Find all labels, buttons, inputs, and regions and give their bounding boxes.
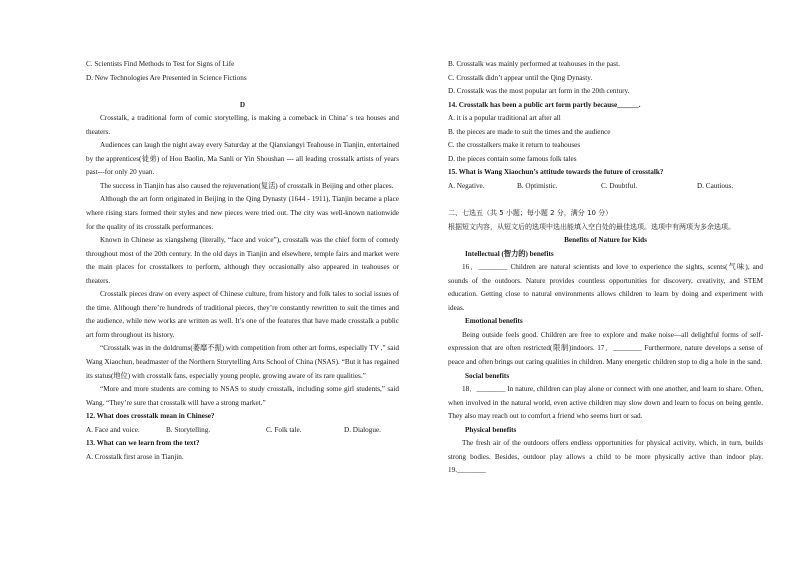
paragraph: Crosstalk pieces draw on every aspect of Chinese culture, from history and folk tales to social issues of the time. Although there’re hundreds of traditional pieces, they’re constantly rewritten to suit the times and the audience, while new works are written as well. It’s one of the features that have made crosstalk a public art form throughout its history.: [86, 290, 399, 339]
option-c[interactable]: C. Crosstalk didn’t appear until the Qing Dynasty.: [448, 73, 593, 82]
prev-option-d: D. New Technologies Are Presented in Science Fictions: [86, 73, 247, 82]
paragraph: The success in Tianjin has also caused the rejuvenation(复活) of crosstalk in Beijing and other places.: [100, 181, 394, 190]
option-c[interactable]: C. Folk tale.: [266, 425, 302, 434]
subheading: Physical benefits: [465, 425, 517, 434]
prev-option-c: C. Scientists Find Methods to Test for Signs of Life: [86, 60, 235, 68]
paragraph: “More and more students are coming to NSAS to study crosstalk, including some girl students,” said Wang. “They’re sure that crosstalk will have a strong market.”: [86, 385, 399, 407]
question-15-options: [448, 180, 763, 194]
article-title: Benefits of Nature for Kids: [564, 236, 647, 245]
paragraph-18: 18．________ In nature, children can play alone or connect with one another, and learn to share. Often, when involved in the natural world, even active children may slow down and learn to focus on being gentle. They also may reach out to comfort a friend who seems hurt or sad.: [448, 385, 763, 421]
option-c[interactable]: C. Doubtful.: [601, 181, 638, 190]
option-b[interactable]: B. Crosstalk was mainly performed at teahouses in the past.: [448, 60, 620, 68]
question-14-stem: 14. Crosstalk has been a public art form partly because______.: [448, 100, 641, 109]
option-c[interactable]: C. the crosstalkers make it return to teahouses: [448, 141, 581, 150]
right-column: [448, 58, 763, 478]
option-b[interactable]: B. Optimistic.: [517, 181, 558, 190]
paragraph: Although the art form originated in Beijing in the Qing Dynasty (1644 - 1911), Tianjin became a place where rising stars formed their styles and new pieces were tried out. The city was well-known nationwide for the quality of its crosstalk performances.: [86, 195, 399, 231]
question-12-options: [86, 424, 399, 438]
question-15-stem: 15. What is Wang Xiaochun’s attitude towards the future of crosstalk?: [448, 168, 664, 177]
option-b[interactable]: B. the pieces are made to suit the times and the audience: [448, 127, 611, 136]
option-a[interactable]: A. Face and voice.: [86, 425, 140, 434]
option-d[interactable]: D. Dialogue.: [344, 425, 381, 434]
paragraph-19: The fresh air of the outdoors offers endless opportunities for physical activity, which, in turn, builds strong bodies. Besides, outdoor play allows a child to be more physically active than indoor play. 19.________: [448, 439, 763, 475]
option-d[interactable]: D. Cautious.: [697, 181, 734, 190]
section-instruction: 根据短文内容，从短文后的选项中选出能填入空白处的最佳选项。选项中有两项为多余选项。: [448, 222, 735, 231]
option-a[interactable]: A. it is a popular traditional art after all: [448, 114, 561, 123]
option-d[interactable]: D. the pieces contain some famous folk tales: [448, 154, 577, 163]
passage-label: D: [239, 100, 246, 109]
subheading: Social benefits: [465, 371, 510, 380]
paragraph: “Crosstalk was in the doldrums(萎靡不振) with competition from other art forms, especially TV ,” said Wang Xiaochun, headmaster of the Northern Storytelling Arts School of China (NSAS). “But it has regained its status(地位) with crosstalk fans, especially young people, growing aware of its rare qualities.”: [86, 344, 399, 380]
option-a[interactable]: A. Crosstalk first arose in Tianjin.: [86, 452, 184, 461]
paragraph-17: Being outside feels good. Children are free to explore and make noise—all delightful forms of self-expression that are often restricted(限制)indoors. 17．________ Furthermore, nature develops a sense of peace and often brings out caring qualities in children. Many energetic children stop to dig a hole in the sand.: [448, 330, 763, 367]
option-d[interactable]: D. Crosstalk was the most popular art form in the 20th century.: [448, 87, 630, 96]
paragraph: Known in Chinese as xiangsheng (literally, “face and voice”), crosstalk was the chief form of comedy throughout most of the 20th century. In the old days in Tianjin and elsewhere, temple fairs and market were the main places for crosstalkers to perform, although they occasionally also appeared in teahouses or theaters.: [86, 236, 399, 285]
paragraph-16: 16．________ Children are natural scientists and love to experience the sights, scents(气味), and sounds of the outdoors. Nature provides countless opportunities for discovery, creativity, and STEM education. Getting close to natural environments allows children to learn by doing and experiment with ideas.: [448, 263, 763, 312]
subheading: Intellectual (智力的) benefits: [465, 249, 554, 258]
subheading: Emotional benefits: [465, 317, 523, 326]
option-b[interactable]: B. Storytelling.: [166, 425, 211, 434]
paragraph: Crosstalk, a traditional form of comic storytelling, is making a comeback in China’ s tea houses and theaters.: [86, 114, 399, 136]
paragraph: Audiences can laugh the night away every Saturday at the Qianxiangyi Teahouse in Tianjin, entertained by the apprentices(徒弟) of Hou Baolin, Ma Sanli or Yin Shoushan --- all leading crosstalk artists of years past---for only 20 yuan.: [86, 141, 399, 177]
question-12-stem: 12. What does crosstalk mean in Chinese?: [86, 412, 215, 421]
section-heading: 二、七选五（共 5 小题；每小题 2 分，满分 10 分）: [448, 209, 613, 218]
option-a[interactable]: A. Negative.: [448, 181, 485, 190]
question-13-stem: 13. What can we learn from the text?: [86, 439, 200, 448]
left-column: [86, 58, 399, 464]
